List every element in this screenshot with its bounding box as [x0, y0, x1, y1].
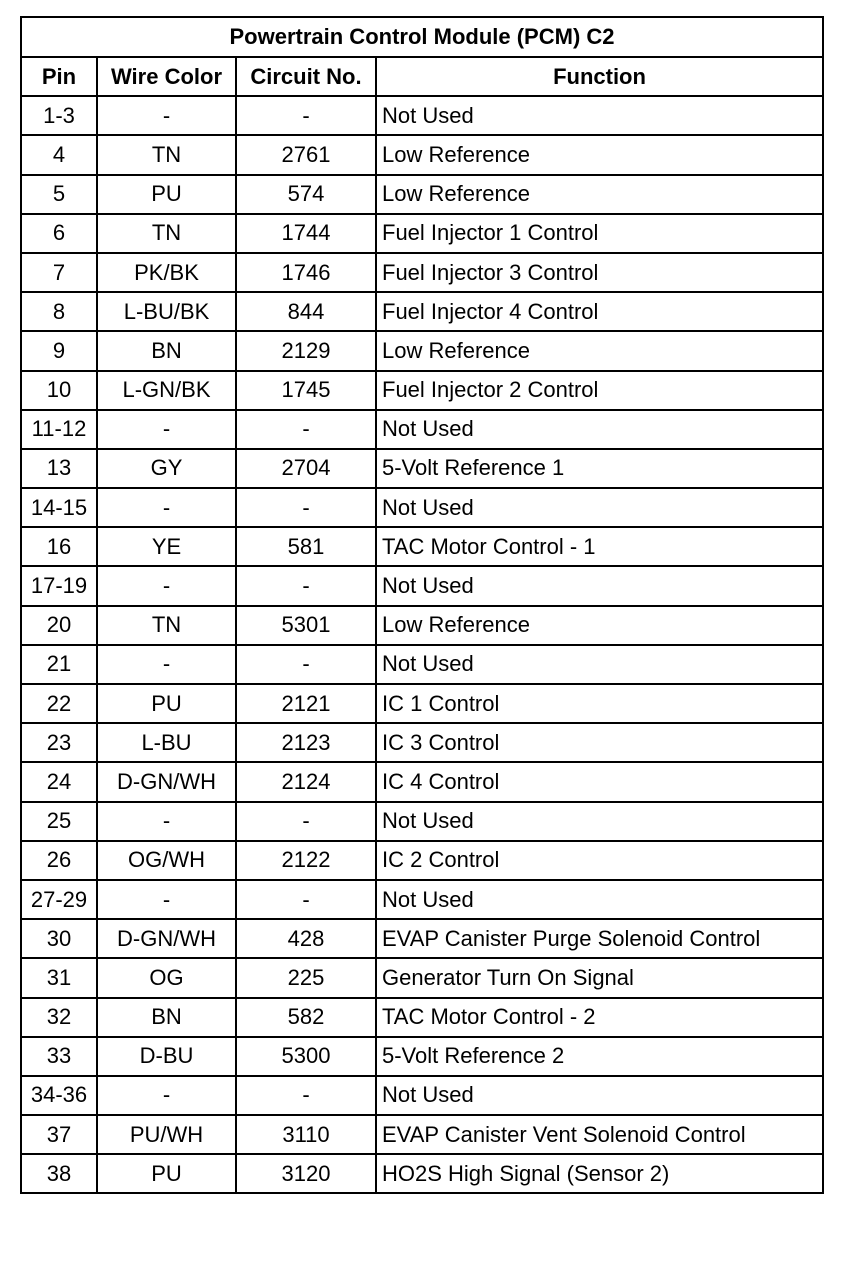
function-cell: HO2S High Signal (Sensor 2) — [376, 1154, 823, 1193]
table-row — [21, 1037, 823, 1076]
wire-color-cell: GY — [97, 449, 236, 488]
wire-color-cell: PU — [97, 684, 236, 723]
circuit-no-cell: 574 — [236, 175, 376, 214]
pin-cell: 21 — [21, 645, 97, 684]
wire-color-cell: OG — [97, 958, 236, 997]
circuit-no-cell: 2124 — [236, 762, 376, 801]
wire-color-cell: - — [97, 488, 236, 527]
pin-cell: 30 — [21, 919, 97, 958]
circuit-no-cell: 2129 — [236, 331, 376, 370]
table-row — [21, 802, 823, 841]
wire-color-cell: - — [97, 880, 236, 919]
circuit-no-cell: 3110 — [236, 1115, 376, 1154]
function-cell: Not Used — [376, 96, 823, 135]
table-row — [21, 527, 823, 566]
pin-cell: 9 — [21, 331, 97, 370]
pin-cell: 20 — [21, 606, 97, 645]
wire-color-cell: TN — [97, 214, 236, 253]
table-row — [21, 175, 823, 214]
function-cell: IC 1 Control — [376, 684, 823, 723]
wire-color-cell: PU — [97, 175, 236, 214]
table-row — [21, 684, 823, 723]
table-row — [21, 1076, 823, 1115]
pin-cell: 31 — [21, 958, 97, 997]
wire-color-cell: BN — [97, 998, 236, 1037]
circuit-no-cell: 3120 — [236, 1154, 376, 1193]
wire-color-cell: TN — [97, 135, 236, 174]
function-cell: TAC Motor Control - 2 — [376, 998, 823, 1037]
circuit-no-cell: - — [236, 488, 376, 527]
table-row — [21, 253, 823, 292]
circuit-no-cell: - — [236, 802, 376, 841]
circuit-no-cell: - — [236, 96, 376, 135]
function-cell: IC 4 Control — [376, 762, 823, 801]
circuit-no-cell: 2761 — [236, 135, 376, 174]
pin-cell: 27-29 — [21, 880, 97, 919]
circuit-no-cell: - — [236, 880, 376, 919]
table-row — [21, 371, 823, 410]
pin-cell: 34-36 — [21, 1076, 97, 1115]
pin-cell: 6 — [21, 214, 97, 253]
header-circuit-no: Circuit No. — [236, 57, 376, 96]
function-cell: Not Used — [376, 488, 823, 527]
function-cell: Not Used — [376, 802, 823, 841]
circuit-no-cell: 225 — [236, 958, 376, 997]
table-title: Powertrain Control Module (PCM) C2 — [21, 17, 823, 57]
function-cell: 5-Volt Reference 1 — [376, 449, 823, 488]
circuit-no-cell: - — [236, 1076, 376, 1115]
pin-cell: 4 — [21, 135, 97, 174]
table-row — [21, 841, 823, 880]
pin-cell: 7 — [21, 253, 97, 292]
circuit-no-cell: 844 — [236, 292, 376, 331]
pin-cell: 33 — [21, 1037, 97, 1076]
table-row — [21, 606, 823, 645]
function-cell: Fuel Injector 2 Control — [376, 371, 823, 410]
table-row — [21, 880, 823, 919]
table-row — [21, 488, 823, 527]
table-row — [21, 331, 823, 370]
pin-cell: 25 — [21, 802, 97, 841]
wire-color-cell: OG/WH — [97, 841, 236, 880]
wire-color-cell: - — [97, 1076, 236, 1115]
circuit-no-cell: 2123 — [236, 723, 376, 762]
wire-color-cell: PU/WH — [97, 1115, 236, 1154]
function-cell: Not Used — [376, 645, 823, 684]
wire-color-cell: - — [97, 410, 236, 449]
function-cell: Not Used — [376, 410, 823, 449]
circuit-no-cell: 1746 — [236, 253, 376, 292]
table-row — [21, 410, 823, 449]
circuit-no-cell: 2704 — [236, 449, 376, 488]
table-row — [21, 566, 823, 605]
table-row — [21, 135, 823, 174]
circuit-no-cell: 2122 — [236, 841, 376, 880]
pin-cell: 10 — [21, 371, 97, 410]
header-wire-color: Wire Color — [97, 57, 236, 96]
function-cell: Low Reference — [376, 175, 823, 214]
function-cell: IC 2 Control — [376, 841, 823, 880]
pin-cell: 38 — [21, 1154, 97, 1193]
circuit-no-cell: 5300 — [236, 1037, 376, 1076]
pin-cell: 26 — [21, 841, 97, 880]
function-cell: Not Used — [376, 1076, 823, 1115]
table-row — [21, 958, 823, 997]
table-title-row — [21, 17, 823, 57]
pin-cell: 5 — [21, 175, 97, 214]
wire-color-cell: - — [97, 802, 236, 841]
function-cell: EVAP Canister Purge Solenoid Control — [376, 919, 823, 958]
table-header-row — [21, 57, 823, 96]
pin-cell: 1-3 — [21, 96, 97, 135]
table-row — [21, 214, 823, 253]
table-body — [21, 96, 823, 1193]
circuit-no-cell: 5301 — [236, 606, 376, 645]
table-row — [21, 723, 823, 762]
pcm-connector-table — [20, 16, 824, 1194]
function-cell: Low Reference — [376, 606, 823, 645]
pin-cell: 11-12 — [21, 410, 97, 449]
pin-cell: 37 — [21, 1115, 97, 1154]
wire-color-cell: D-BU — [97, 1037, 236, 1076]
pin-cell: 17-19 — [21, 566, 97, 605]
wire-color-cell: PU — [97, 1154, 236, 1193]
table-row — [21, 96, 823, 135]
circuit-no-cell: 2121 — [236, 684, 376, 723]
circuit-no-cell: - — [236, 566, 376, 605]
pin-cell: 16 — [21, 527, 97, 566]
wire-color-cell: - — [97, 96, 236, 135]
wire-color-cell: PK/BK — [97, 253, 236, 292]
pin-cell: 32 — [21, 998, 97, 1037]
table-row — [21, 449, 823, 488]
function-cell: 5-Volt Reference 2 — [376, 1037, 823, 1076]
function-cell: Not Used — [376, 566, 823, 605]
function-cell: EVAP Canister Vent Solenoid Control — [376, 1115, 823, 1154]
circuit-no-cell: 428 — [236, 919, 376, 958]
pin-cell: 22 — [21, 684, 97, 723]
circuit-no-cell: 1744 — [236, 214, 376, 253]
wire-color-cell: YE — [97, 527, 236, 566]
function-cell: TAC Motor Control - 1 — [376, 527, 823, 566]
table-row — [21, 1154, 823, 1193]
circuit-no-cell: - — [236, 645, 376, 684]
table-row — [21, 919, 823, 958]
pin-cell: 23 — [21, 723, 97, 762]
function-cell: Low Reference — [376, 331, 823, 370]
header-pin: Pin — [21, 57, 97, 96]
function-cell: Generator Turn On Signal — [376, 958, 823, 997]
pin-cell: 8 — [21, 292, 97, 331]
wire-color-cell: TN — [97, 606, 236, 645]
wire-color-cell: BN — [97, 331, 236, 370]
table-row — [21, 645, 823, 684]
table-row — [21, 1115, 823, 1154]
function-cell: Low Reference — [376, 135, 823, 174]
table-row — [21, 998, 823, 1037]
wire-color-cell: - — [97, 566, 236, 605]
circuit-no-cell: 1745 — [236, 371, 376, 410]
circuit-no-cell: 581 — [236, 527, 376, 566]
header-function: Function — [376, 57, 823, 96]
function-cell: Fuel Injector 1 Control — [376, 214, 823, 253]
circuit-no-cell: - — [236, 410, 376, 449]
table-row — [21, 292, 823, 331]
wire-color-cell: L-GN/BK — [97, 371, 236, 410]
pin-cell: 24 — [21, 762, 97, 801]
function-cell: Fuel Injector 3 Control — [376, 253, 823, 292]
wire-color-cell: L-BU/BK — [97, 292, 236, 331]
wire-color-cell: D-GN/WH — [97, 919, 236, 958]
function-cell: Fuel Injector 4 Control — [376, 292, 823, 331]
pin-cell: 14-15 — [21, 488, 97, 527]
wire-color-cell: - — [97, 645, 236, 684]
function-cell: IC 3 Control — [376, 723, 823, 762]
circuit-no-cell: 582 — [236, 998, 376, 1037]
table-row — [21, 762, 823, 801]
function-cell: Not Used — [376, 880, 823, 919]
wire-color-cell: D-GN/WH — [97, 762, 236, 801]
wire-color-cell: L-BU — [97, 723, 236, 762]
pin-cell: 13 — [21, 449, 97, 488]
